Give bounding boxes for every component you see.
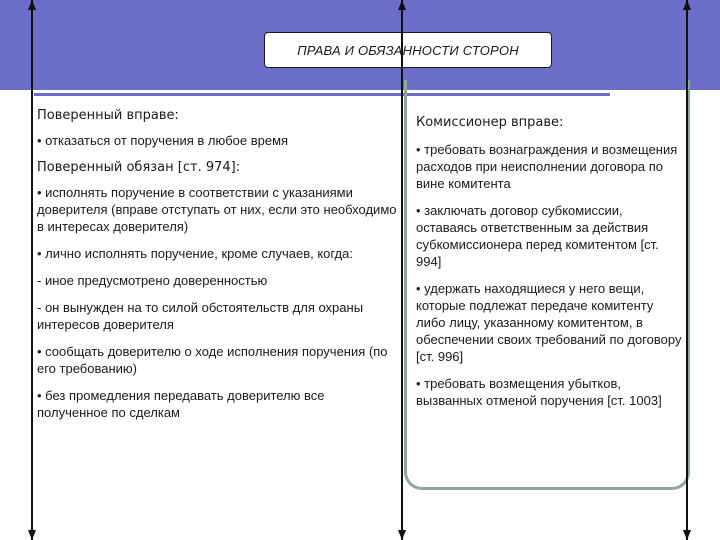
right-column (416, 114, 684, 419)
left-column (37, 107, 397, 431)
arrow-down-icon (398, 530, 406, 540)
arrow-up-icon (398, 0, 406, 10)
list-item: - он вынужден на то силой обстоятельств для охраны интересов доверителя (37, 300, 364, 332)
right-heading: Комиссионер вправе: (416, 115, 564, 130)
list-item: • требовать возмещения убытков, вызванных отменой поручения [ст. 1003] (416, 376, 662, 408)
list-item: - иное предусмотрено доверенностью (37, 273, 268, 288)
vertical-line-left (31, 0, 33, 540)
list-item: • лично исполнять поручение, кроме случаев, когда: (37, 246, 353, 261)
list-item: • требовать вознаграждения и возмещения расходов при неисполнении договора по вине комитента (416, 142, 678, 191)
arrow-up-icon (28, 0, 36, 10)
list-item: • заключать договор субкомиссии, оставаясь ответственным за действия субкомиссионера перед комитентом [ст. 994] (416, 203, 659, 269)
page-title: ПРАВА И ОБЯЗАННОСТИ СТОРОН (264, 32, 552, 68)
left-heading: Поверенный вправе: (37, 108, 179, 123)
list-item: • отказаться от поручения в любое время (37, 133, 289, 148)
list-item: • удержать находящиеся у него вещи, которые подлежат передаче комитенту либо лицу, указанному комитентом, в обеспечении своих требований по договору [ст. 996] (416, 281, 682, 364)
vertical-line-middle (401, 0, 403, 540)
list-item: • исполнять поручение в соответствии с указаниями доверителя (вправе отступать от них, если это необходимо в интересах доверителя) (37, 185, 397, 234)
arrow-up-icon (683, 0, 691, 10)
arrow-down-icon (683, 530, 691, 540)
arrow-down-icon (28, 530, 36, 540)
list-item: • сообщать доверителю о ходе исполнения поручения (по его требованию) (37, 344, 388, 376)
left-heading: Поверенный обязан [ст. 974]: (37, 160, 241, 175)
list-item: • без промедления передавать доверителю все полученное по сделкам (37, 388, 325, 420)
vertical-line-right (686, 0, 688, 540)
